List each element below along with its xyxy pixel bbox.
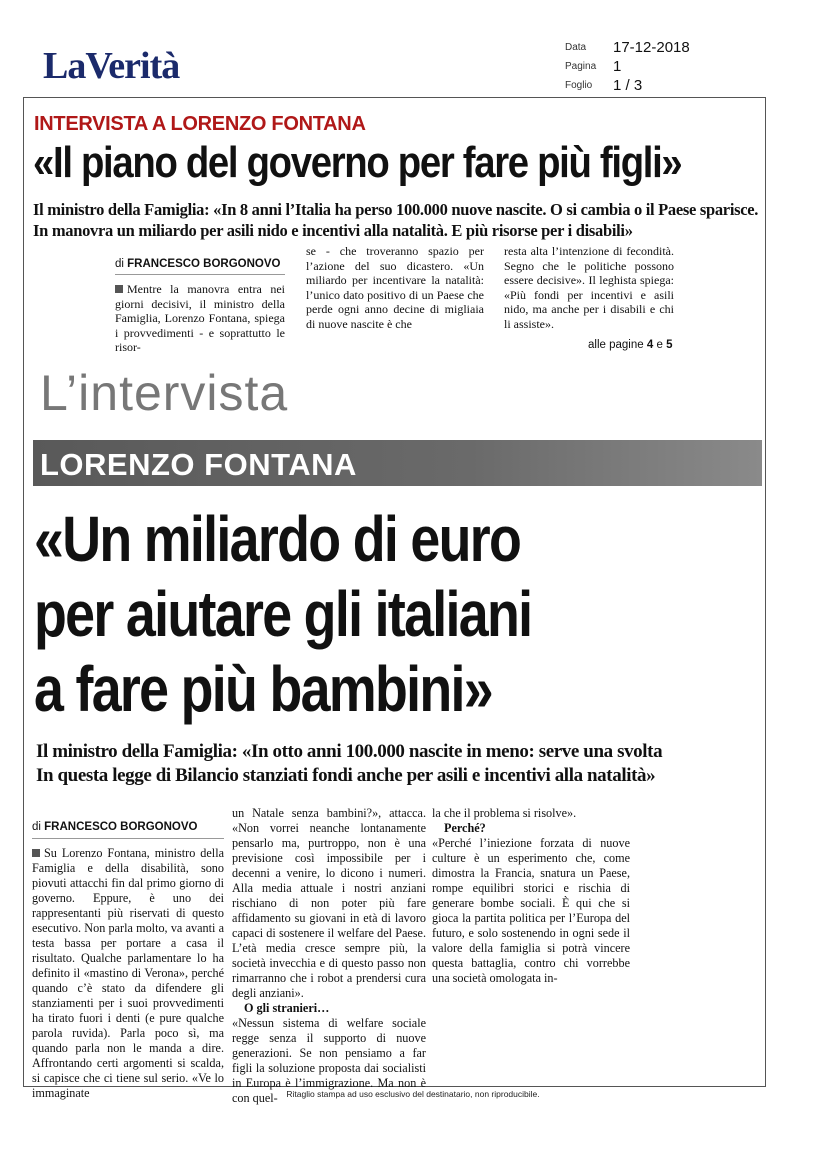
- teaser-subhead: Il ministro della Famiglia: «In 8 anni l’Italia ha perso 100.000 nuove nascite. O si cambia o il Paese sparisce. In manovra un miliardo per asili nido e incentivi alla natalità. E più risorse per i disabili»: [33, 200, 759, 240]
- teaser-kicker: INTERVISTA A LORENZO FONTANA: [34, 113, 366, 135]
- subhead-line: Il ministro della Famiglia: «In otto anni 100.000 nascite in meno: serve una svolta: [36, 741, 663, 762]
- byline-rule: [32, 838, 224, 839]
- sheet-label: Foglio: [565, 80, 593, 91]
- lead-square-icon: [32, 849, 40, 857]
- teaser-column-2: se - che troveranno spazio per l’azione del suo dicastero. «Un miliardo per incentivare la natalità: l’unico dato positivo di un Paese che perde ogni anno decine di migliaia di nuove nascite è che: [306, 244, 484, 331]
- teaser-column-1: Mentre la manovra entra nei giorni decisivi, il ministro della Famiglia, Lorenzo Fontana, spiega i provvedimenti - e soprattutto le risor-: [115, 282, 285, 355]
- interviewee-name: LORENZO FONTANA: [40, 447, 357, 482]
- headline-line: per aiutare gli italiani: [34, 578, 532, 650]
- teaser-byline: [115, 258, 281, 270]
- teaser-headline: «Il piano del governo per fare più figli»: [33, 138, 682, 187]
- question: Perché?: [444, 821, 486, 835]
- article-column-2: un Natale senza bambini?», attacca. «Non vorrei neanche lontanamente pensarlo ma, purtroppo, non è una previsione così impossibile per i decenni a venire, lo dicono i numeri. Alla media attuale i nostri anziani rischiano di non poter più fare affidamento su giovani in età di lavoro capaci di sostenere il welfare del Paese. L’età media cresce sempre più, la società invecchia e di questo passo non rimarranno che i robot a prendersi cura degli anziani». O gli stranieri… «Nessun sistema di welfare sociale regge senza il supporto di nuove generazioni. Se non pensiamo a far figli la soluzione proposta dai socialisti in Europa è l’immigrazione. Ma non è con quel-: [232, 806, 426, 1105]
- article-column-1: Su Lorenzo Fontana, ministro della Famiglia e della disabilità, sono piovuti attacchi fin dal primo giorno di governo. Eppure, è uno dei rappresentanti più riservati di questo esecutivo. Non parla molto, va avanti a testa bassa per portare a casa il risultato. Qualche parlamentare lo ha definito il «mastino di Verona», perché quando c’è stato da difendere gli stanziamenti per i suoi provvedimenti ha tirato fuori i denti (e pure qualche parola ruvida). Parla poco sì, ma quando parla non le manda a dire. Affrontando certi argomenti si scalda, si capisce che ci tiene sul serio. «Ve lo immaginate: [32, 846, 224, 1100]
- page-label: Pagina: [565, 61, 597, 72]
- teaser-column-3: resta alta l’intenzione di fecondità. Segno che le politiche possono essere decisive». Il leghista spiega: «Più fondi per incentivi e asili nido, ma anche per i disabili e chi li assiste».: [504, 244, 674, 331]
- date-label: Data: [565, 42, 587, 53]
- lead-square-icon: [115, 285, 123, 293]
- headline-line: a fare più bambini»: [34, 653, 493, 725]
- question: O gli stranieri…: [244, 1001, 330, 1015]
- clipping-disclaimer: Ritaglio stampa ad uso esclusivo del destinatario, non riproducibile.: [286, 1089, 540, 1099]
- clipping-meta: [565, 38, 690, 95]
- byline-di: di: [115, 258, 124, 270]
- byline-name: FRANCESCO BORGONOVO: [44, 821, 198, 833]
- subhead-line: In questa legge di Bilancio stanziati fondi anche per asili e incentivi alla natalità»: [36, 765, 656, 786]
- byline-name: FRANCESCO BORGONOVO: [127, 258, 281, 270]
- date-value: 17-12-2018: [613, 39, 690, 56]
- byline-di: di: [32, 821, 41, 833]
- section-title: L’intervista: [40, 365, 289, 421]
- article-headline: [34, 502, 672, 727]
- article-subhead: [36, 740, 776, 788]
- article-column-3: la che il problema si risolve». Perché? «Perché l’iniezione forzata di nuove culture è un esperimento che, come dimostra la Francia, snatura un Paese, rompe equilibri storici e rischia di generare bombe sociali. È qui che si gioca la partita politica per l’Europa del futuro, e solo sostenendo in ogni sede il valore della famiglia si potrà vincere questa battaglia, contro chi vorrebbe una società omologata in-: [432, 806, 630, 985]
- byline-rule: [115, 274, 285, 275]
- page-reference: alle pagine 4 e 5: [588, 339, 673, 351]
- newspaper-logo: LaVerità: [43, 45, 180, 87]
- sheet-value: 1 / 3: [613, 77, 643, 94]
- article-byline: [32, 821, 198, 833]
- headline-line: «Un miliardo di euro: [34, 503, 521, 575]
- page-value: 1: [613, 58, 622, 75]
